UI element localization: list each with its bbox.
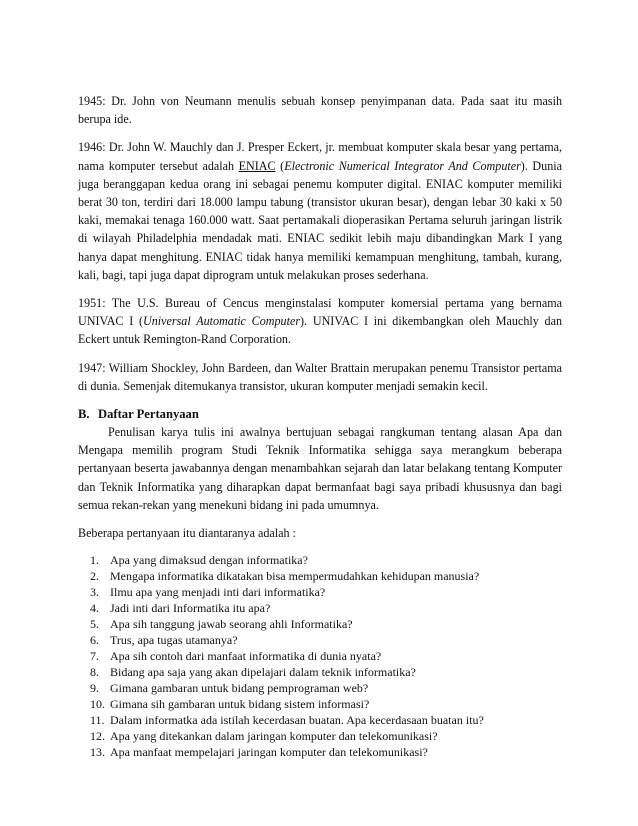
list-item-number: 3. bbox=[90, 585, 99, 600]
list-item bbox=[90, 664, 562, 680]
section-b-title: Daftar Pertanyaan bbox=[98, 407, 199, 422]
list-item-number: 6. bbox=[90, 633, 99, 648]
list-item bbox=[90, 552, 562, 568]
list-item-number: 12. bbox=[90, 729, 105, 744]
list-item-text: Apa sih contoh dari manfaat informatika di dunia nyata? bbox=[110, 649, 382, 664]
list-item-number: 10. bbox=[90, 697, 105, 712]
list-item-number: 11. bbox=[90, 713, 105, 728]
list-item-number: 2. bbox=[90, 569, 99, 584]
list-item-text: Apa sih tanggung jawab seorang ahli Informatika? bbox=[110, 617, 353, 632]
list-item-number: 4. bbox=[90, 601, 99, 616]
list-item-number: 8. bbox=[90, 665, 99, 680]
section-b-number: B. bbox=[78, 407, 90, 422]
paragraph-1946-text-c: ). Dunia juga beranggapan kedua orang ini sebagai penemu komputer digital. ENIAC komputer memiliki berat 30 ton, terdiri dari 18.000 lampu tabung (transistor ukuran besar), dengan lebar 30 kaki x 50 kaki, memakai tenaga 160.000 watt. Saat pertamakali dioperasikan Pertama seluruh jaringan listrik di wilayah Philadelphia mendadak mati. ENIAC sedikit lebih maju dibandingkan Mark I yang hanya dapat menghitung. ENIAC tidak hanya memiliki kemampuan menghitung, tambah, kurang, kali, bagi, tapi juga dapat diprogram untuk melakukan proses sederhana. bbox=[78, 158, 562, 282]
paragraph-1946-text-a: 1946: Dr. John W. Mauchly dan J. Presper Eckert, jr. membuat komputer skala besar yang pertama, nama komputer tersebut adalah bbox=[78, 140, 562, 173]
questions-list bbox=[78, 552, 562, 760]
list-item-text: Apa yang dimaksud dengan informatika? bbox=[110, 553, 308, 568]
list-item-text: Ilmu apa yang menjadi inti dari informatika? bbox=[110, 585, 326, 600]
list-item-text: Trus, apa tugas utamanya? bbox=[110, 633, 238, 648]
list-item-number: 7. bbox=[90, 649, 99, 664]
list-item-number: 9. bbox=[90, 681, 99, 696]
paragraph-1951 bbox=[78, 294, 562, 349]
paragraph-1951-text-a: 1951: The U.S. Bureau of Cencus menginstalasi komputer komersial pertama yang bernama UNIVAC I ( bbox=[78, 296, 562, 329]
univac-full-name: Universal Automatic Computer bbox=[143, 314, 301, 329]
list-item-text: Dalam informatka ada istilah kecerdasan buatan. Apa kecerdasaan buatan itu? bbox=[110, 713, 484, 728]
list-item bbox=[90, 680, 562, 696]
list-item-number: 1. bbox=[90, 553, 99, 568]
section-b-paragraph: Penulisan karya tulis ini awalnya bertujuan sebagai rangkuman tentang alasan Apa dan Mengapa memilih program Studi Teknik Informatika sehigga saya merangkum beberapa pertanyaan beserta jawabannya dengan menambahkan sejarah dan latar belakang tentang Komputer dan Teknik Informatika yang diharapkan dapat bermanfaat bagi saya pribadi khususnya dan bagi semua rekan-rekan yang menekuni bidang ini pada umumnya. bbox=[78, 425, 562, 512]
eniac-full-name: Electronic Numerical Integrator And Computer bbox=[284, 158, 521, 173]
paragraph-1947: 1947: William Shockley, John Bardeen, dan Walter Brattain merupakan penemu Transistor pertama di dunia. Semenjak ditemukanya transistor, ukuran komputer menjadi semakin kecil. bbox=[78, 360, 562, 393]
list-item bbox=[90, 712, 562, 728]
list-item bbox=[90, 632, 562, 648]
eniac-link[interactable]: ENIAC bbox=[238, 158, 276, 173]
list-item-text: Gimana gambaran untuk bidang pemprograman web? bbox=[110, 681, 369, 696]
paragraph-1945: 1945: Dr. John von Neumann menulis sebuah konsep penyimpanan data. Pada saat itu masih berupa ide. bbox=[78, 94, 562, 127]
list-item-text: Jadi inti dari Informatika itu apa? bbox=[110, 601, 271, 616]
paragraph-1951-text-b: ). UNIVAC I ini dikembangkan oleh Mauchly dan Eckert untuk Remington-Rand Corporation. bbox=[78, 314, 562, 347]
list-item-text: Apa manfaat mempelajari jaringan komputer dan telekomunikasi? bbox=[110, 745, 428, 760]
list-item bbox=[90, 584, 562, 600]
questions-intro: Beberapa pertanyaan itu diantaranya adalah : bbox=[78, 526, 296, 541]
list-item bbox=[90, 744, 562, 760]
list-item-text: Gimana sih gambaran untuk bidang sistem informasi? bbox=[110, 697, 370, 712]
list-item-text: Bidang apa saja yang akan dipelajari dalam teknik informatika? bbox=[110, 665, 416, 680]
list-item bbox=[90, 600, 562, 616]
document-page bbox=[78, 92, 562, 760]
paragraph-1946-text-b: ( bbox=[275, 158, 285, 173]
list-item-number: 5. bbox=[90, 617, 99, 632]
list-item bbox=[90, 616, 562, 632]
list-item-text: Mengapa informatika dikatakan bisa mempermudahkan kehidupan manusia? bbox=[110, 569, 480, 584]
list-item bbox=[90, 728, 562, 744]
list-item-number: 13. bbox=[90, 745, 105, 760]
list-item bbox=[90, 568, 562, 584]
paragraph-1946 bbox=[78, 138, 562, 284]
list-item bbox=[90, 648, 562, 664]
list-item bbox=[90, 696, 562, 712]
section-b-heading bbox=[78, 405, 562, 423]
list-item-text: Apa yang ditekankan dalam jaringan komputer dan telekomunikasi? bbox=[110, 729, 438, 744]
